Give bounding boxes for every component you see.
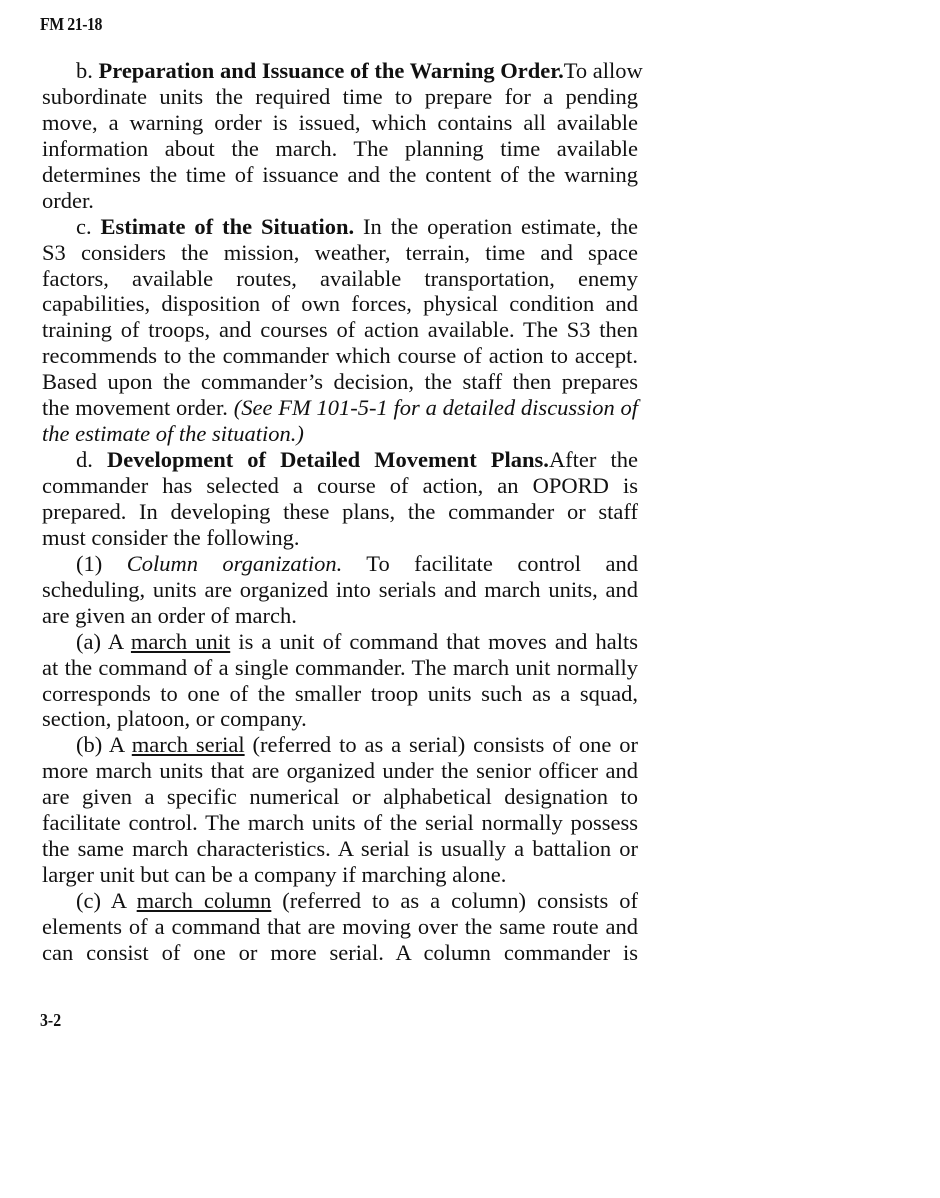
text-segment: training of troops, and courses of action available. The S3 then <box>42 317 638 343</box>
text-line <box>42 577 638 603</box>
text-line <box>42 421 638 447</box>
text-segment: In the operation estimate, the <box>354 213 638 239</box>
defined-term: march column <box>136 888 272 913</box>
text-line <box>42 810 638 836</box>
text-segment: can consist of one or more serial. A column commander is <box>42 939 638 965</box>
text-segment: factors, available routes, available transportation, enemy <box>42 265 638 291</box>
text-line <box>42 395 638 421</box>
text-line <box>42 240 638 266</box>
text-segment: To facilitate control and <box>342 550 638 576</box>
text-segment: elements of a command that are moving over the same route and <box>42 913 638 939</box>
paragraph-d <box>42 447 638 551</box>
defined-term: march unit <box>130 628 231 654</box>
text-line <box>42 84 638 110</box>
text-line <box>42 369 638 395</box>
text-segment: is a unit of command that moves and halts <box>230 628 638 654</box>
text-line <box>42 343 638 369</box>
text-line <box>42 784 638 810</box>
text-segment: capabilities, disposition of own forces, physical condition and <box>42 291 638 317</box>
text-line <box>42 266 638 292</box>
text-line <box>42 888 638 914</box>
text-line <box>42 214 638 240</box>
section-heading: Development of Detailed Movement Plans. <box>106 447 549 473</box>
text-line <box>42 58 643 84</box>
text-line <box>42 706 638 732</box>
text-line <box>42 162 638 188</box>
text-segment: larger unit but can be a company if marching alone. <box>42 862 507 888</box>
text-segment: must consider the following. <box>42 524 300 550</box>
text-segment: recommends to the commander which course of action to accept. <box>42 343 638 369</box>
document-header: FM 21-18 <box>40 14 103 34</box>
text-segment: (a) A <box>76 628 131 654</box>
text-line <box>42 291 638 317</box>
text-line <box>42 499 638 525</box>
defined-term: march serial <box>131 732 245 758</box>
text-segment: S3 considers the mission, weather, terrain, time and space <box>42 239 638 265</box>
text-line <box>42 136 638 162</box>
text-segment: section, platoon, or company. <box>42 706 307 732</box>
text-segment: d. <box>76 447 107 473</box>
document-body <box>42 58 643 966</box>
text-line <box>42 551 638 577</box>
text-line <box>42 447 638 473</box>
text-segment: Based upon the commander’s decision, the staff then prepares <box>42 369 638 395</box>
text-line <box>42 629 638 655</box>
text-line <box>42 473 638 499</box>
paragraph-c <box>42 214 638 447</box>
text-segment: determines the time of issuance and the content of the warning <box>42 161 638 187</box>
italic-text: (See FM 101-5-1 for a detailed discussion of <box>233 395 638 421</box>
text-line <box>42 525 638 551</box>
text-segment: subordinate units the required time to prepare for a pending <box>42 83 638 109</box>
text-line <box>42 836 638 862</box>
text-segment: move, a warning order is issued, which contains all available <box>42 109 638 135</box>
text-segment: commander has selected a course of action, an OPORD is <box>42 473 638 498</box>
paragraph-d1a <box>42 629 638 733</box>
text-segment: prepared. In developing these plans, the commander or staff <box>42 498 638 524</box>
text-line <box>42 188 638 214</box>
text-segment: b. <box>76 58 99 83</box>
text-line <box>42 862 638 888</box>
text-segment: (1) <box>76 550 127 576</box>
page-number: 3-2 <box>40 1010 62 1030</box>
text-segment: facilitate control. The march units of the serial normally possess <box>42 810 638 836</box>
section-heading: Estimate of the Situation. <box>100 213 355 239</box>
paragraph-b <box>42 58 643 214</box>
text-segment: To allow <box>563 58 643 83</box>
text-line <box>42 110 638 136</box>
text-segment: are given an order of march. <box>42 602 297 628</box>
text-line <box>42 655 638 681</box>
text-segment: corresponds to one of the smaller troop units such as a squad, <box>42 680 638 706</box>
italic-text: the estimate of the situation.) <box>42 421 304 447</box>
text-segment: scheduling, units are organized into serials and march units, and <box>42 576 638 602</box>
text-segment: (b) A <box>76 732 132 758</box>
paragraph-d1 <box>42 551 638 629</box>
text-segment: order. <box>42 187 94 213</box>
text-segment: information about the march. The planning time available <box>42 135 638 161</box>
text-line <box>42 758 638 784</box>
text-segment: at the command of a single commander. The march unit normally <box>42 654 638 680</box>
text-line <box>42 681 638 707</box>
section-heading: Preparation and Issuance of the Warning Order. <box>98 58 564 83</box>
text-segment: (c) A <box>76 888 137 913</box>
text-line <box>42 732 638 758</box>
text-segment: (referred to as a serial) consists of one or <box>244 732 638 758</box>
text-line <box>42 603 638 629</box>
text-segment: more march units that are organized under the senior officer and <box>42 758 638 784</box>
text-segment: (referred to as a column) consists of <box>271 888 638 913</box>
text-line <box>42 317 638 343</box>
text-segment: After the <box>548 447 638 473</box>
text-segment: c. <box>76 213 101 239</box>
text-line <box>42 914 638 940</box>
text-segment: the same march characteristics. A serial is usually a battalion or <box>42 836 638 862</box>
paragraph-d1c <box>42 888 638 966</box>
paragraph-d1b <box>42 732 638 888</box>
text-segment: the movement order. <box>42 395 234 421</box>
text-segment: are given a specific numerical or alphabetical designation to <box>42 784 638 810</box>
italic-text: Column organization. <box>126 550 343 576</box>
text-line <box>42 940 638 966</box>
